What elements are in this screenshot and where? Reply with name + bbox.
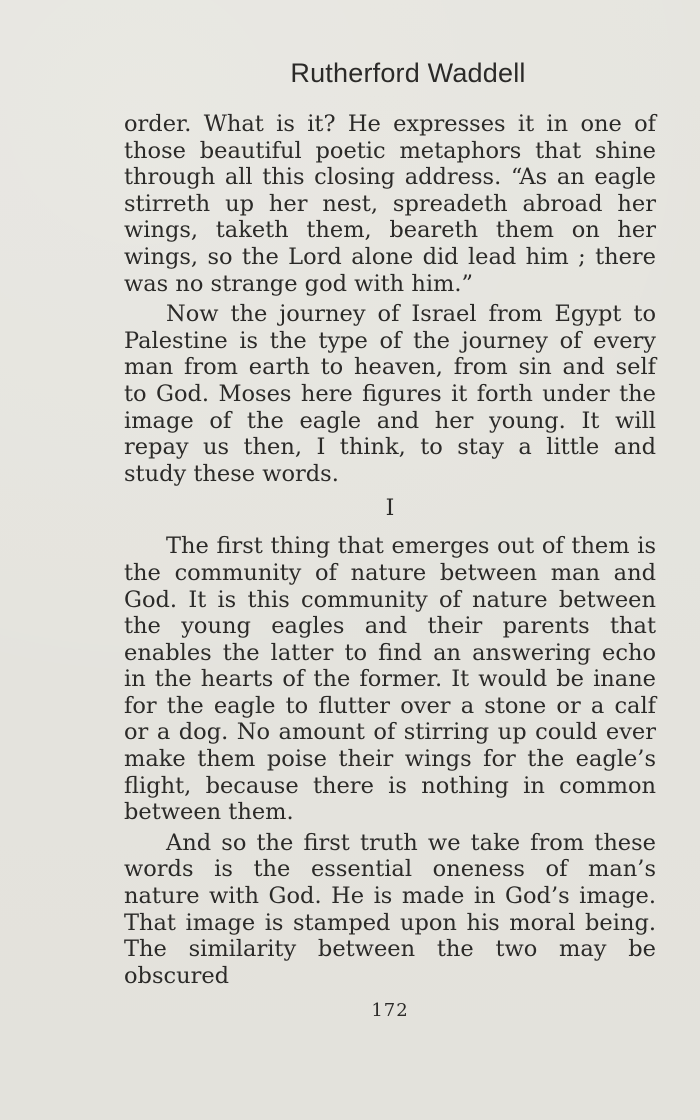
paragraph-community-of-nature: The first thing that emerges out of them is the community of nature between man and God. It is this community of nature between the young eagles and their parents that enables the latter to find an answering echo in the hearts of the former. It would be inane for the eagle to flutter over a stone or a calf or a dog. No amount of stirring up could ever make them poise their wings for the eagle’s flight, because there is nothing in common between them. — [124, 533, 656, 826]
paragraph-continuation: order. What is it? He expresses it in one of those beautiful poetic metaphors that shine through all this closing address. “As an eagle stirreth up her nest, spreadeth abroad her wings, taketh them, beareth them on her wings, so the Lord alone did lead him ; there was no strange god with him.” — [124, 111, 656, 297]
body-text — [124, 111, 656, 989]
running-head-title: Rutherford Waddell — [290, 58, 526, 88]
section-numeral: I — [385, 496, 395, 522]
page-number: 172 — [371, 1000, 409, 1021]
paragraph-oneness: And so the first truth we take from these words is the essential oneness of man’s nature with God. He is made in God’s image. That image is stamped upon his moral being. The similarity between the two may be obscured — [124, 829, 656, 989]
paragraph-journey: Now the journey of Israel from Egypt to Palestine is the type of the journey of every man from earth to heaven, from sin and self to God. Moses here figures it forth under the image of the eagle and her young. It will repay us then, I think, to stay a little and study these words. — [124, 301, 656, 487]
